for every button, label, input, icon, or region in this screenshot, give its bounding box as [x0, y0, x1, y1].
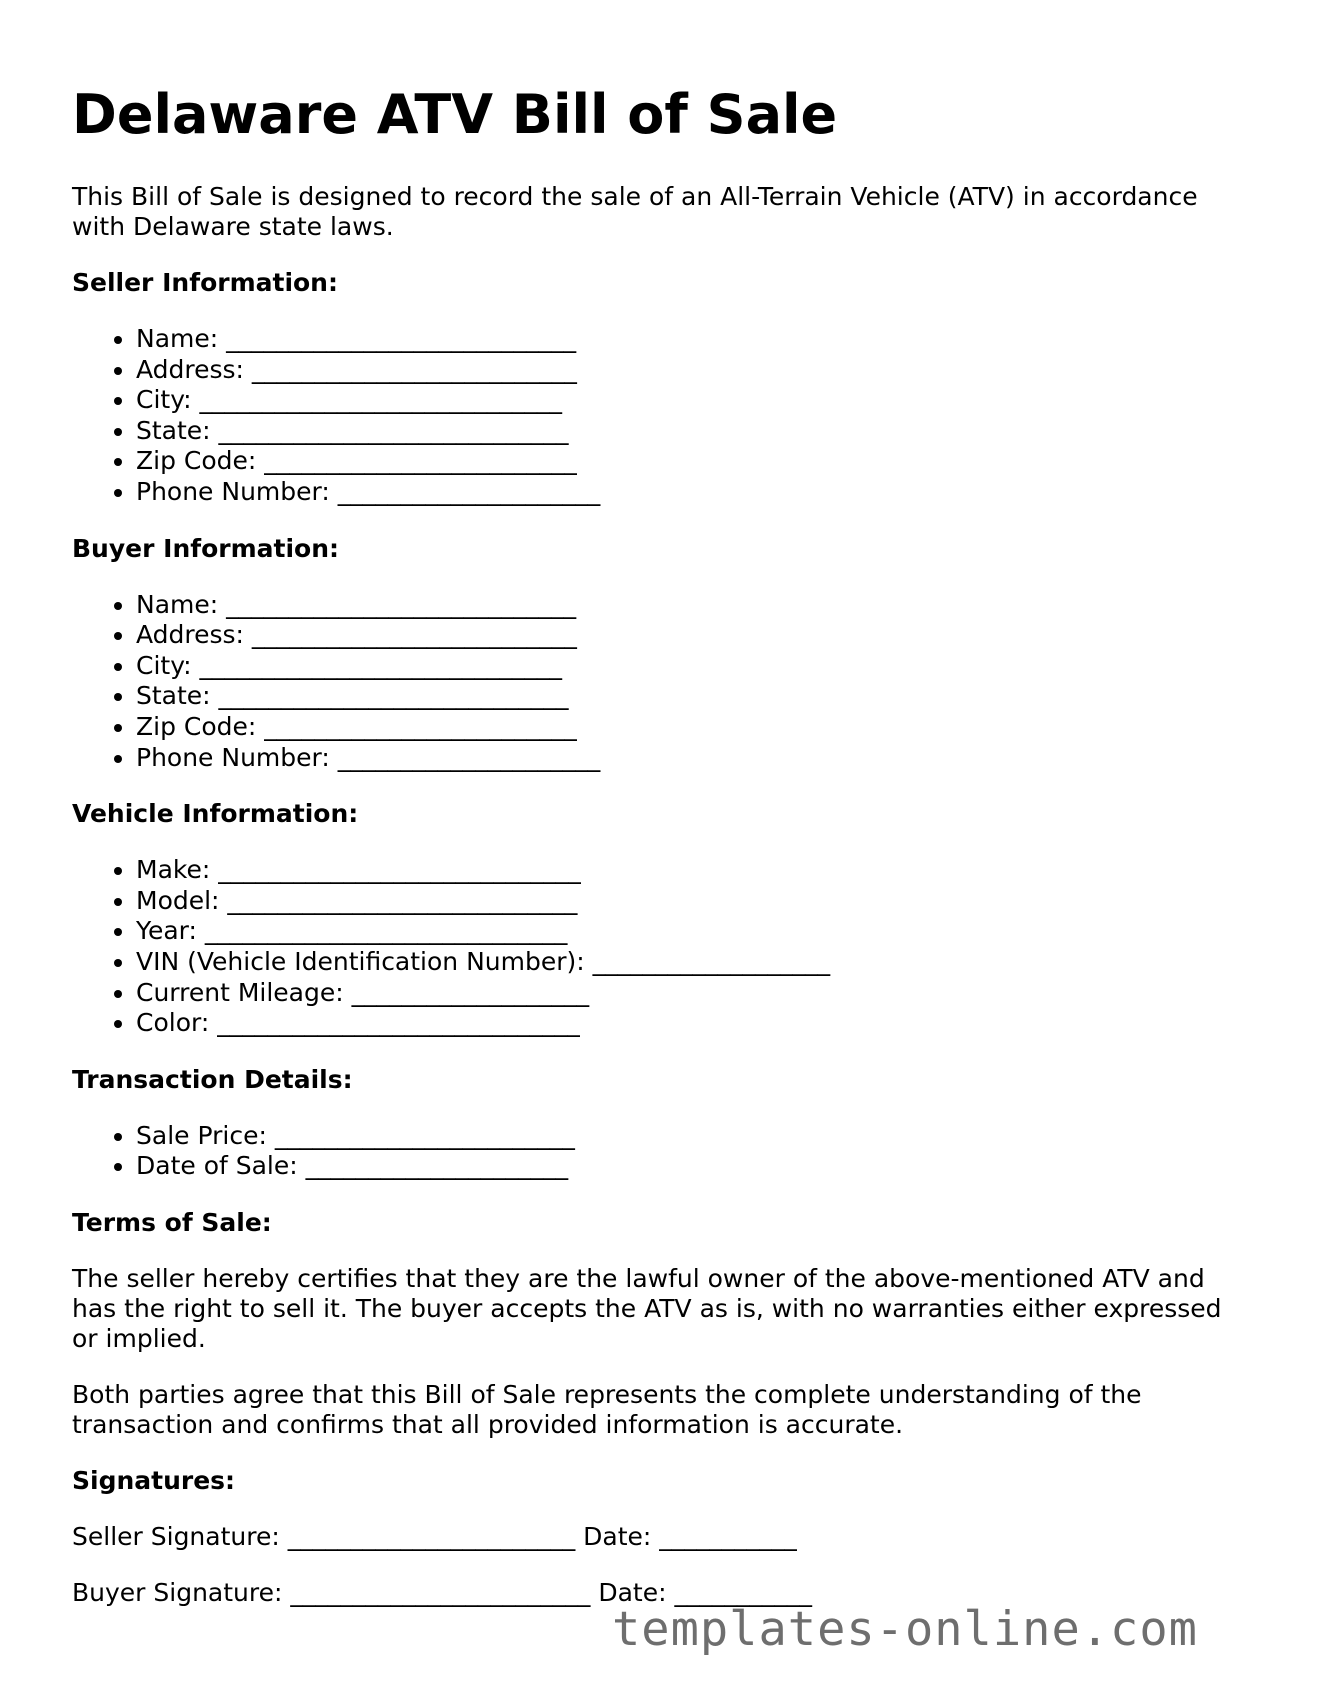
- document-title: Delaware ATV Bill of Sale: [72, 83, 838, 146]
- buyer-address-field: • Address: __________________________: [136, 620, 1252, 651]
- vehicle-mileage-field: • Current Mileage: ___________________: [136, 978, 1252, 1009]
- intro-paragraph: This Bill of Sale is designed to record the sale of an All-Terrain Vehicle (ATV) in accordance with Delaware state laws.: [72, 182, 1198, 241]
- buyer-heading: Buyer Information:: [72, 533, 340, 563]
- buyer-phone-field: • Phone Number: _____________________: [136, 743, 1252, 774]
- buyer-signature-line: Buyer Signature: ________________________ Date: ___________: [72, 1577, 812, 1607]
- seller-state-field: • State: ____________________________: [136, 416, 1252, 447]
- buyer-field-list: [72, 590, 1252, 774]
- seller-city-field: • City: _____________________________: [136, 385, 1252, 416]
- transaction-heading: Transaction Details:: [72, 1064, 353, 1094]
- terms-heading: Terms of Sale:: [72, 1207, 272, 1237]
- terms-paragraph-agreement: Both parties agree that this Bill of Sale represents the complete understanding of the transaction and confirms that all provided information is accurate.: [72, 1379, 1142, 1439]
- seller-name-field: • Name: ____________________________: [136, 324, 1252, 355]
- vehicle-color-field: • Color: _____________________________: [136, 1008, 1252, 1039]
- vehicle-model-field: • Model: ____________________________: [136, 886, 1252, 917]
- document-page: [72, 83, 1252, 1634]
- seller-heading: Seller Information:: [72, 268, 338, 297]
- buyer-zip-field: • Zip Code: _________________________: [136, 712, 1252, 743]
- seller-signature-line: Seller Signature: _______________________ Date: ___________: [72, 1521, 797, 1551]
- buyer-state-field: • State: ____________________________: [136, 681, 1252, 712]
- vehicle-field-list: [72, 855, 1252, 1039]
- buyer-name-field: • Name: ____________________________: [136, 590, 1252, 621]
- seller-field-list: [72, 324, 1252, 508]
- sale-price-field: • Sale Price: ________________________: [136, 1121, 1252, 1152]
- buyer-city-field: • City: _____________________________: [136, 651, 1252, 682]
- date-of-sale-field: • Date of Sale: _____________________: [136, 1151, 1252, 1182]
- watermark-text: templates-online.com: [612, 1602, 1198, 1657]
- signatures-heading: Signatures:: [72, 1465, 236, 1495]
- vehicle-vin-field: • VIN (Vehicle Identification Number): ___________________: [136, 947, 1252, 978]
- seller-zip-field: • Zip Code: _________________________: [136, 446, 1252, 477]
- vehicle-heading: Vehicle Information:: [72, 799, 359, 829]
- vehicle-make-field: • Make: _____________________________: [136, 855, 1252, 886]
- terms-paragraph-ownership: The seller hereby certifies that they are the lawful owner of the above-mentioned ATV and has the right to sell it. The buyer accepts the ATV as is, with no warranties either expressed or implied.: [72, 1263, 1222, 1353]
- vehicle-year-field: • Year: _____________________________: [136, 916, 1252, 947]
- seller-address-field: • Address: __________________________: [136, 355, 1252, 386]
- seller-phone-field: • Phone Number: _____________________: [136, 477, 1252, 508]
- transaction-field-list: [72, 1121, 1252, 1182]
